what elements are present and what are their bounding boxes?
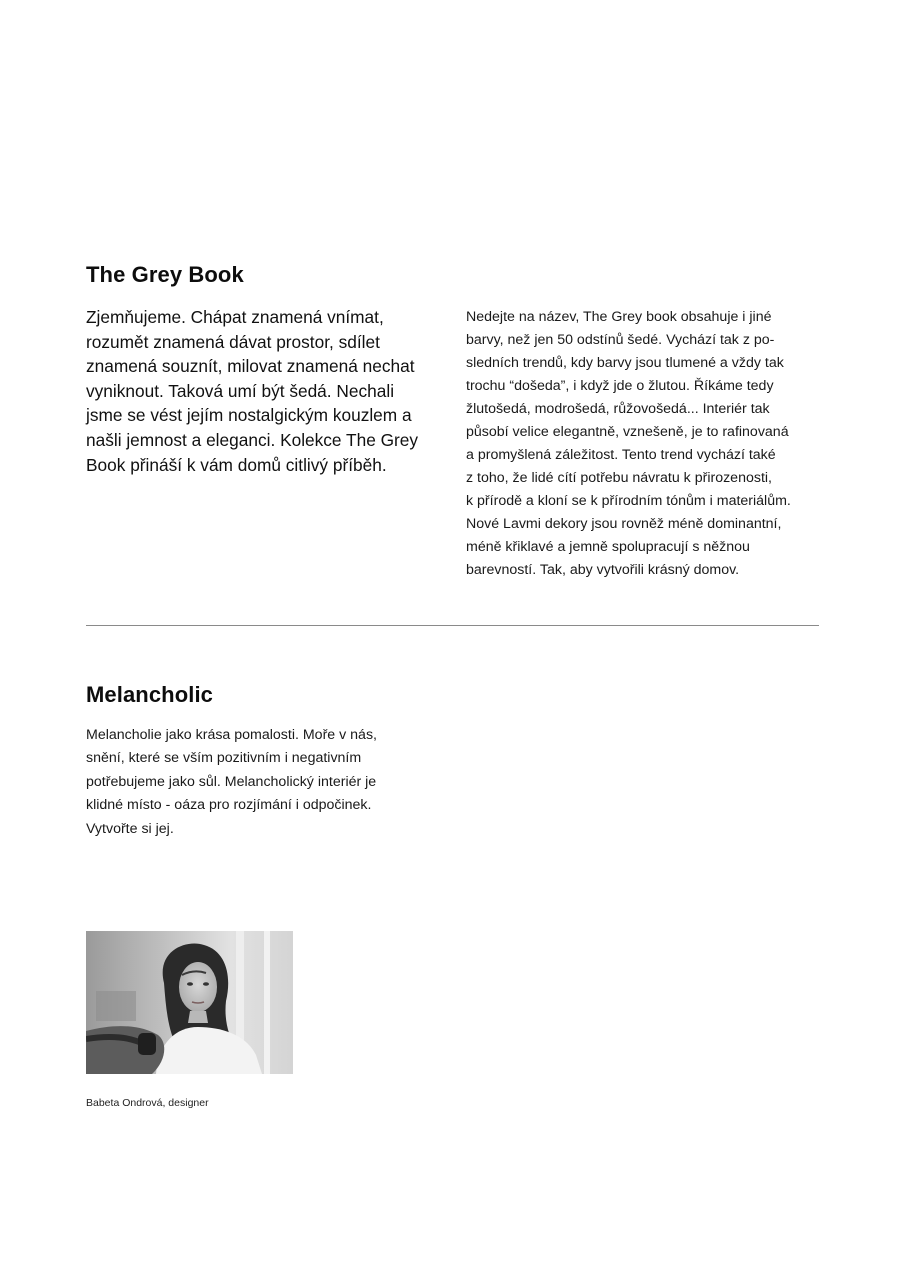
body-line: působí velice elegantně, vznešeně, je to rafinovaná bbox=[466, 424, 789, 440]
body-line: trochu “došeda”, i když jde o žlutou. Říkáme tedy bbox=[466, 378, 774, 394]
photo-caption: Babeta Ondrová, designer bbox=[86, 1097, 209, 1109]
melancholic-body-paragraph bbox=[86, 724, 426, 841]
lead-line: znamená souznít, milovat znamená bbox=[86, 356, 358, 377]
body-line: Vytvořte si jej. bbox=[86, 820, 174, 837]
section-divider bbox=[86, 625, 819, 626]
lead-line: Zjemňujeme. Chápat znamená vnímat, bbox=[86, 307, 384, 327]
lead-line: Kolekce The Grey Book přináší k vám bbox=[86, 429, 419, 475]
section-title-grey-book: The Grey Book bbox=[86, 262, 244, 287]
body-line: barevností. Tak, aby vytvořili krásný domov. bbox=[466, 562, 740, 578]
section-title-melancholic: Melancholic bbox=[86, 682, 214, 707]
body-line: klidné místo - oáza pro rozjímání i odpočinek. bbox=[86, 797, 372, 814]
body-line: sledních trendů, kdy barvy jsou tlumené a vždy tak bbox=[466, 355, 784, 371]
body-line: Melancholie jako krása pomalosti. Moře v nás, bbox=[86, 727, 377, 743]
lead-line: Nechali jsme se vést jejím nostalgickým bbox=[86, 380, 395, 426]
body-line: potřebujeme jako sůl. Melancholický interiér je bbox=[86, 773, 377, 790]
portrait-illustration bbox=[86, 931, 293, 1074]
body-line: Nedejte na název, The Grey book obsahuje i jiné bbox=[466, 309, 772, 325]
lead-line: kouzlem a našli jemnost a eleganci. bbox=[86, 405, 412, 450]
body-line: z toho, že lidé cítí potřebu návratu k přirozenosti, bbox=[466, 470, 772, 486]
lead-line: nechat vyniknout. Taková umí být šedá. bbox=[86, 356, 415, 401]
body-line: méně křiklavé a jemně spolupracují s něžnou bbox=[466, 539, 750, 555]
body-line: Nové Lavmi dekory jsou rovněž méně dominantní, bbox=[466, 516, 782, 532]
body-line: a promyšlená záležitost. Tento trend vychází také bbox=[466, 447, 776, 463]
lead-line: rozumět znamená dávat prostor, sdílet bbox=[86, 331, 380, 352]
body-line: žlutošedá, modrošedá, růžovošedá... Interiér tak bbox=[466, 401, 770, 417]
grey-book-lead-paragraph bbox=[86, 305, 431, 477]
body-line: barvy, než jen 50 odstínů šedé. Vychází tak z po- bbox=[466, 332, 775, 348]
body-line: k přírodě a kloní se k přírodním tónům i materiálům. bbox=[466, 493, 791, 509]
lead-line: domů citlivý příběh. bbox=[237, 454, 387, 475]
body-line: snění, které se vším pozitivním i negativním bbox=[86, 750, 362, 767]
grey-book-body-paragraph bbox=[466, 306, 831, 582]
designer-portrait-photo bbox=[86, 931, 293, 1074]
